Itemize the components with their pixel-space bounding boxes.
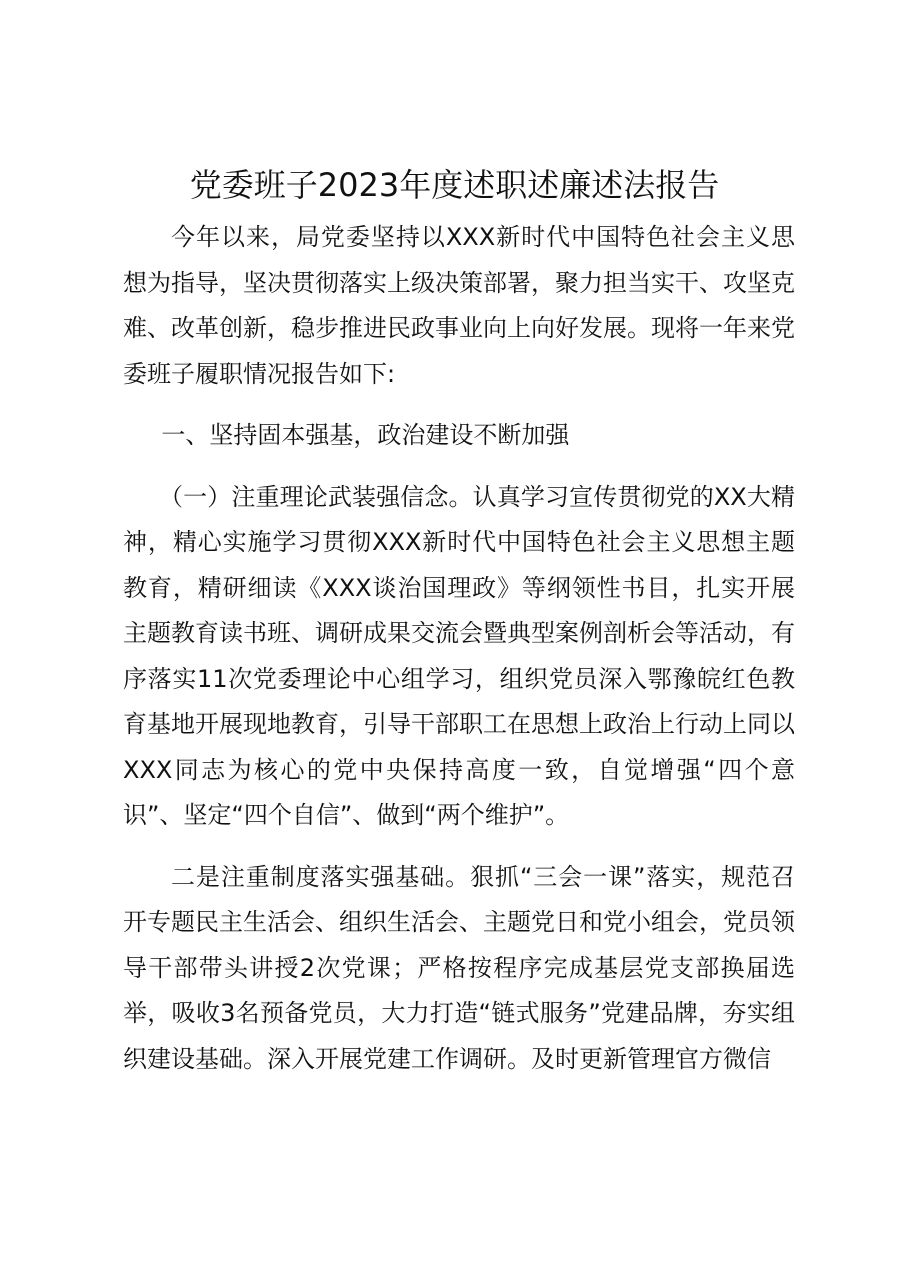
document-body: [123, 215, 795, 1082]
intro-paragraph: 今年以来，局党委坚持以XXX新时代中国特色社会主义思想为指导，坚决贯彻落实上级决策部署，聚力担当实干、攻坚克难、改革创新，稳步推进民政事业向上向好发展。现将一年来党委班子履职情况报告如下:: [123, 223, 795, 388]
section-heading: 一、坚持固本强基，政治建设不断加强: [161, 421, 570, 449]
body-paragraph-1: （一）注重理论武装强信念。认真学习宣传贯彻党的XX大精神，精心实施学习贯彻XXX新时代中国特色社会主义思想主题教育，精研细读《XXX谈治国理政》等纲领性书目，扎实开展主题教育读书班、调研成果交流会暨典型案例剖析会等活动，有序落实11次党委理论中心组学习，组织党员深入鄂豫皖红色教育基地开展现地教育，引导干部职工在思想上政治上行动上同以XXX同志为核心的党中央保持高度一致，自觉增强“四个意识”、坚定“四个自信”、做到“两个维护”。: [123, 482, 795, 829]
body-paragraph-2: 二是注重制度落实强基础。狠抓“三会一课”落实，规范召开专题民主生活会、组织生活会、主题党日和党小组会，党员领导干部带头讲授2次党课；严格按程序完成基层党支部换届选举，吸收3名预备党员，大力打造“链式服务”党建品牌，夯实组织建设基础。深入开展党建工作调研。及时更新管理官方微信: [123, 862, 795, 1073]
document-title: 党委班子2023年度述职述廉述法报告: [189, 166, 720, 204]
